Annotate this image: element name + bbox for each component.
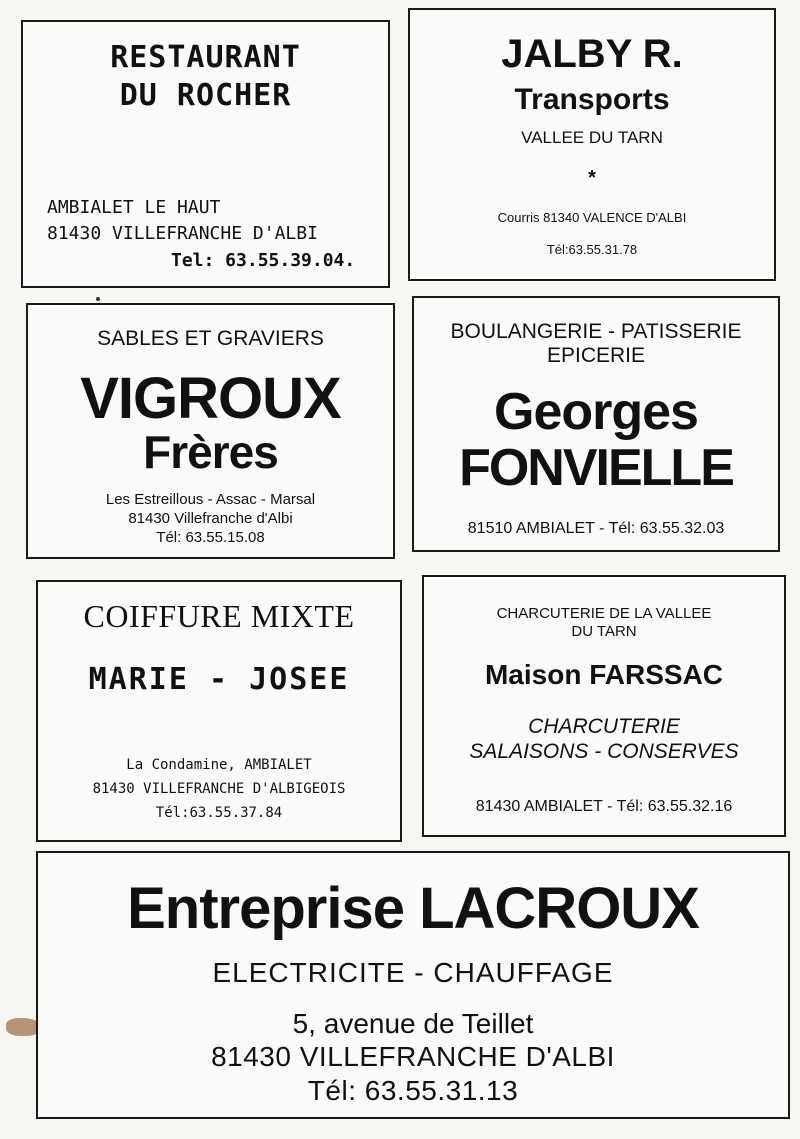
address-line2: 81430 VILLEFRANCHE D'ALBI bbox=[211, 1041, 615, 1072]
ad-business: Transports bbox=[514, 83, 670, 116]
phone: Tél:63.55.37.84 bbox=[155, 805, 283, 821]
address-line1: 5, avenue de Teillet bbox=[292, 1008, 534, 1039]
tagline-line2: SALAISONS - CONSERVES bbox=[469, 740, 739, 763]
star-ornament: * bbox=[588, 167, 596, 189]
ad-name: MARIE - JOSEE bbox=[88, 662, 350, 697]
phone: Tél: 63.55.15.08 bbox=[156, 529, 265, 546]
ad-area: VALLEE DU TARN bbox=[521, 128, 663, 147]
tagline-line1: CHARCUTERIE bbox=[528, 715, 680, 738]
ad-trade: ELECTRICITE - CHAUFFAGE bbox=[212, 957, 614, 988]
ad-title-line2: DU ROCHER bbox=[119, 78, 292, 113]
phone: Tél:63.55.31.78 bbox=[546, 242, 638, 257]
ad-coiffure-mixte bbox=[36, 580, 402, 842]
address-line2: 81430 VILLEFRANCHE D'ALBI bbox=[47, 223, 318, 244]
address-line1: La Condamine, AMBIALET bbox=[126, 757, 312, 773]
ad-first-name: Georges bbox=[494, 383, 698, 441]
ad-header-line2: EPICERIE bbox=[546, 344, 646, 367]
address: Courris 81340 VALENCE D'ALBI bbox=[497, 210, 687, 225]
ad-last-name: FONVIELLE bbox=[459, 439, 733, 497]
ad-title-line1: RESTAURANT bbox=[110, 40, 301, 75]
ad-entreprise-lacroux bbox=[36, 851, 790, 1119]
address-line2: 81430 VILLEFRANCHE D'ALBIGEOIS bbox=[92, 781, 346, 797]
ad-header-line2: DU TARN bbox=[571, 623, 637, 640]
contact: 81510 AMBIALET - Tél: 63.55.32.03 bbox=[467, 520, 725, 537]
ad-header: COIFFURE MIXTE bbox=[83, 598, 355, 634]
ad-name-part2: LACROUX bbox=[419, 876, 699, 941]
ad-jalby-transports bbox=[408, 8, 776, 281]
ad-name bbox=[38, 875, 788, 942]
print-speck bbox=[96, 297, 100, 301]
ad-name-part1: Entreprise bbox=[127, 876, 404, 941]
ad-header: SABLES ET GRAVIERS bbox=[97, 327, 324, 350]
ad-name-line2: Frères bbox=[143, 426, 278, 478]
phone: Tel: 63.55.39.04. bbox=[171, 250, 356, 271]
ad-fonvielle-boulangerie bbox=[412, 296, 780, 552]
ad-vigroux-freres bbox=[26, 303, 395, 559]
ad-header-line1: CHARCUTERIE DE LA VALLEE bbox=[496, 605, 712, 622]
ad-restaurant-du-rocher bbox=[21, 20, 390, 288]
address-line2: 81430 Villefranche d'Albi bbox=[128, 510, 293, 527]
address-line1: Les Estreillous - Assac - Marsal bbox=[105, 491, 316, 508]
ad-maison-farssac bbox=[422, 575, 786, 837]
ad-header-line1: BOULANGERIE - PATISSERIE bbox=[450, 320, 742, 343]
ad-name: Maison FARSSAC bbox=[484, 659, 724, 690]
ad-name: JALBY R. bbox=[501, 32, 683, 76]
phone: Tél: 63.55.31.13 bbox=[307, 1075, 519, 1106]
ad-name: VIGROUX bbox=[80, 366, 341, 431]
address-line1: AMBIALET LE HAUT bbox=[47, 197, 221, 218]
contact: 81430 AMBIALET - Tél: 63.55.32.16 bbox=[475, 798, 733, 815]
